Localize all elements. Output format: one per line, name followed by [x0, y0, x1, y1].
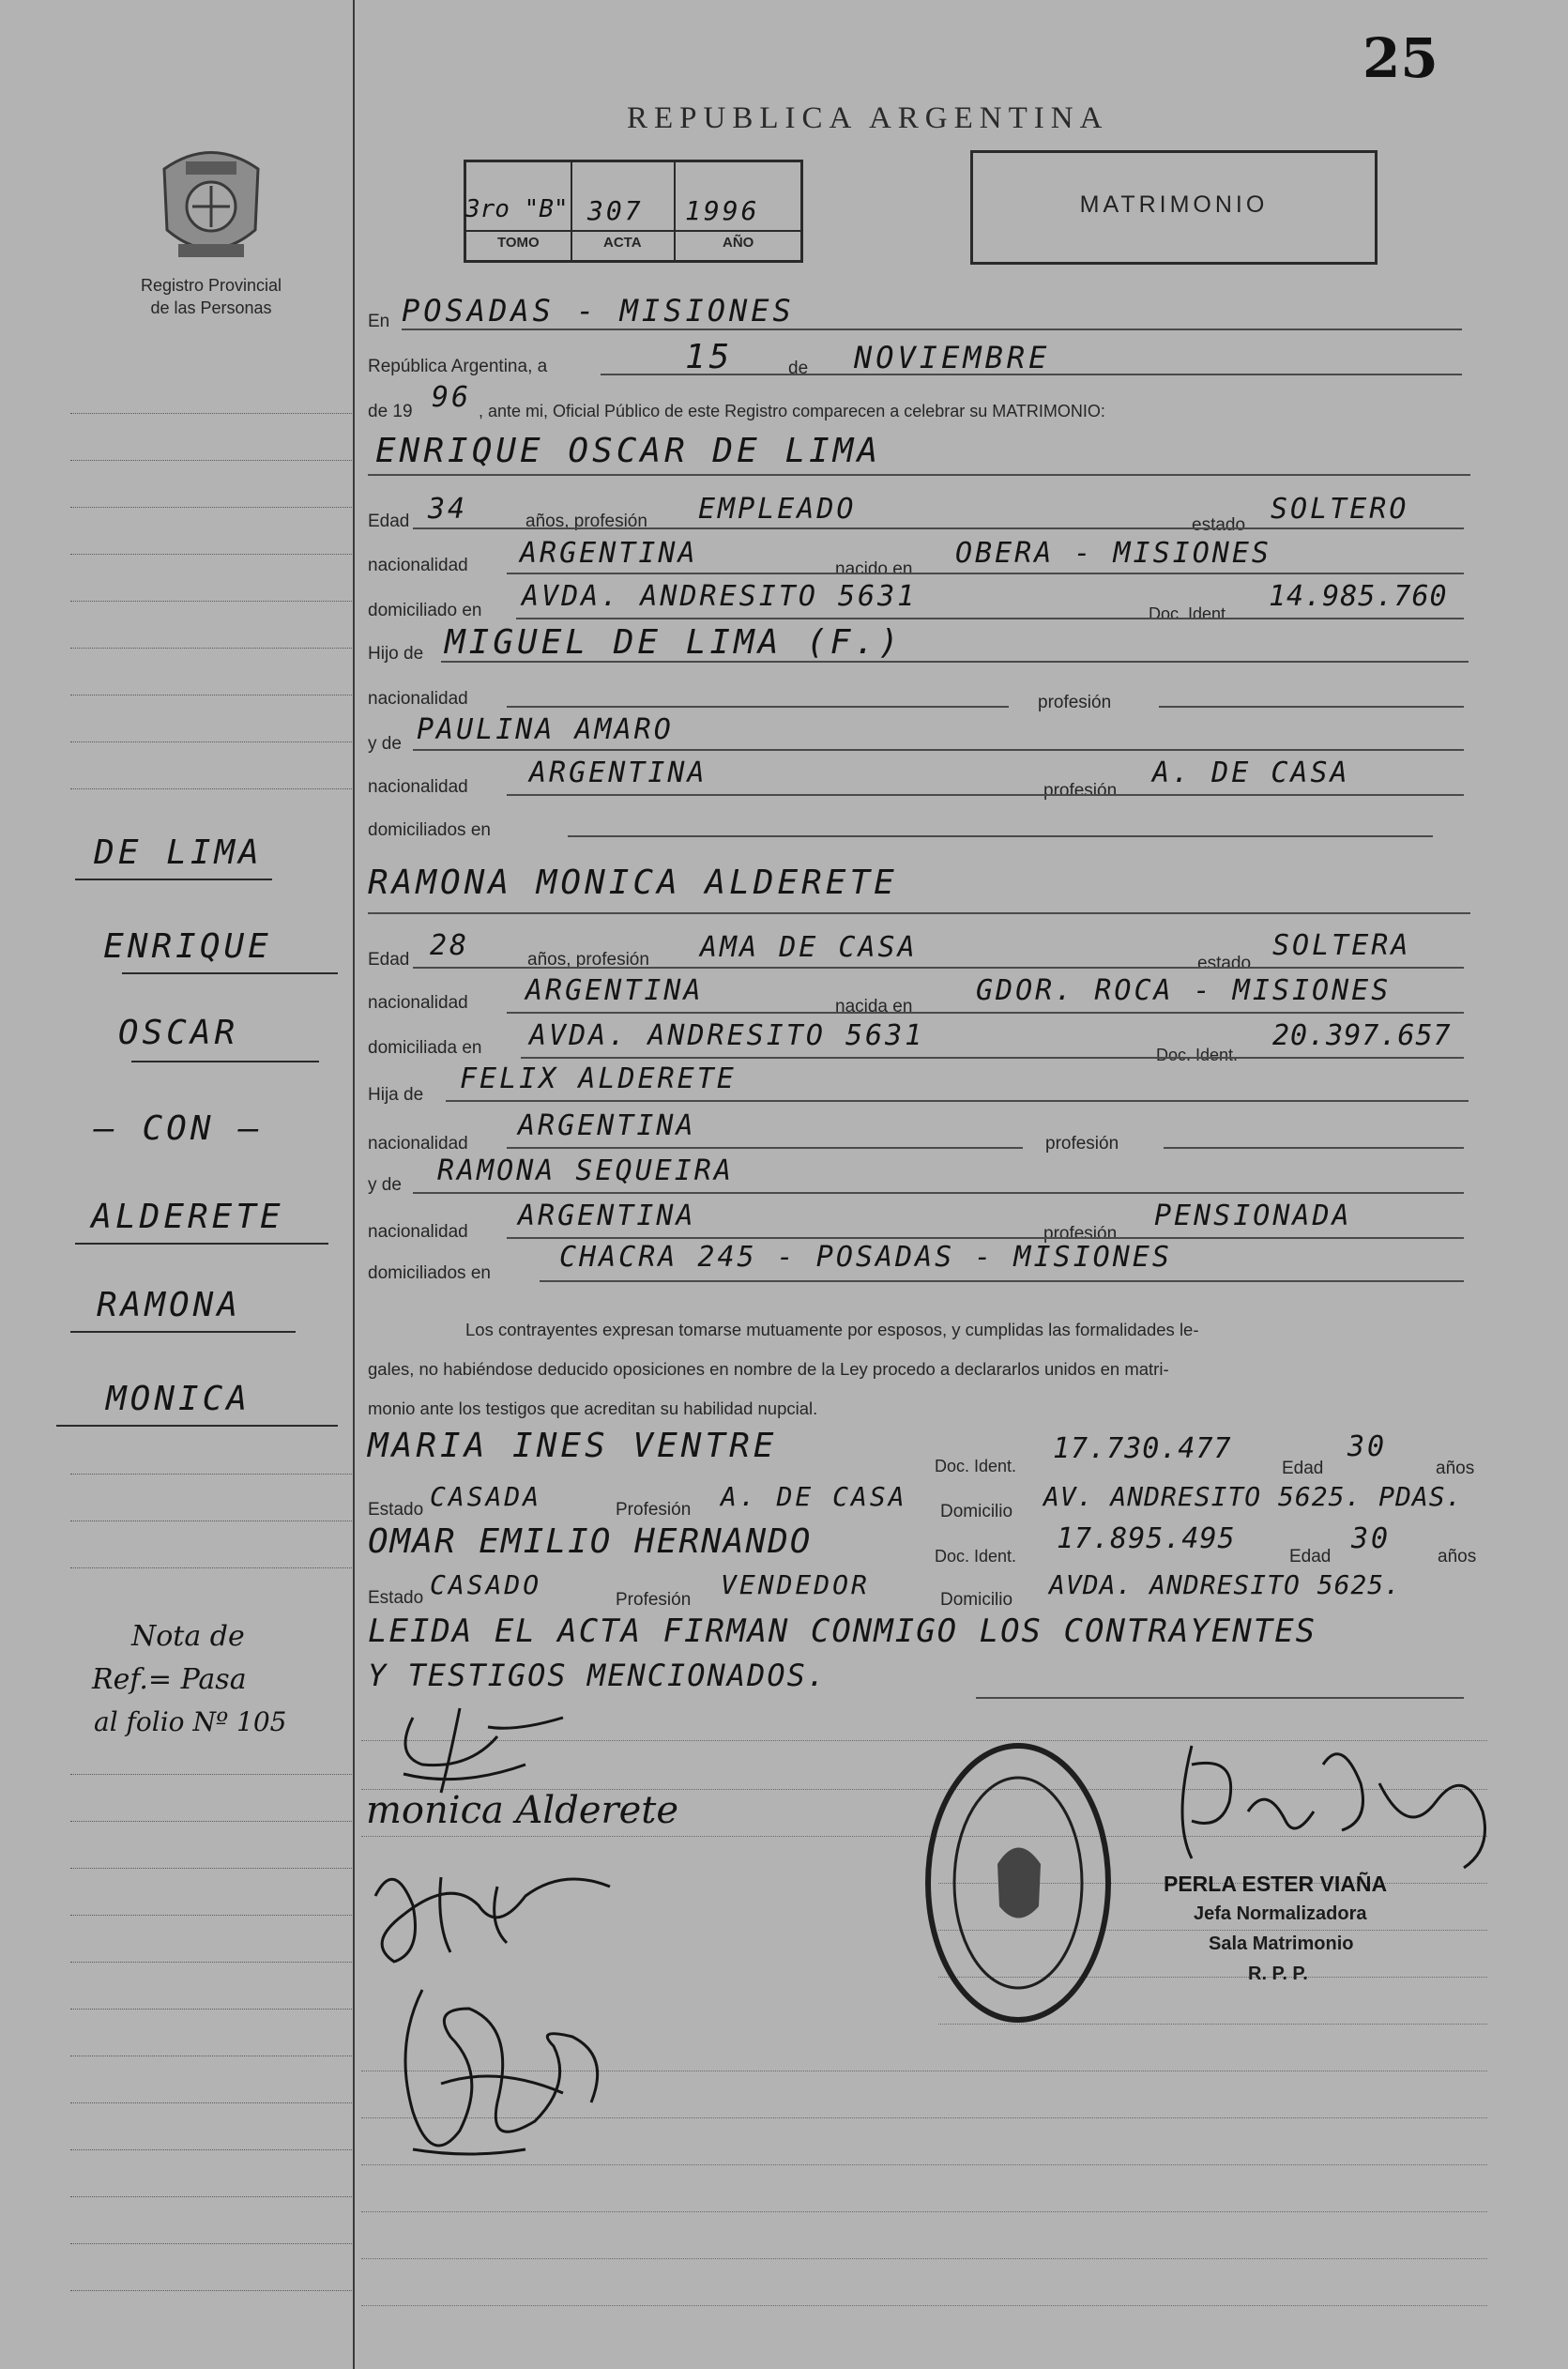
witness2-domicilio: AVDA. ANDRESITO 5625. [1049, 1569, 1402, 1600]
witness1-name: MARIA INES VENTRE [368, 1427, 778, 1465]
bride-estado: SOLTERA [1272, 929, 1411, 962]
witness2-anos-label: años [1438, 1547, 1477, 1567]
witness2-estado: CASADO [430, 1569, 542, 1600]
groom-domicilio: AVDA. ANDRESITO 5631 [522, 580, 918, 613]
margin-con: — CON — [94, 1109, 263, 1148]
ref-label-rule [464, 230, 800, 232]
witness2-profesion: VENDEDOR [721, 1569, 870, 1600]
acta-value: 307 [587, 195, 644, 226]
margin-name-second: OSCAR [117, 1014, 239, 1052]
tomo-label: TOMO [497, 235, 540, 251]
groom-doc: 14.985.760 [1269, 580, 1448, 613]
witness1-anos-label: años [1436, 1459, 1475, 1478]
act-type-label: MATRIMONIO [1079, 191, 1269, 218]
bride-madre-prof-label: profesión [1043, 1224, 1118, 1244]
acta-label: ACTA [603, 235, 642, 251]
bride-nacida-label: nacida en [835, 997, 913, 1016]
witness1-estado: CASADA [430, 1481, 542, 1512]
witness1-doc: 17.730.477 [1053, 1432, 1232, 1465]
groom-estado-label: estado [1192, 515, 1246, 535]
margin-bride-first: RAMONA [96, 1286, 242, 1324]
bride-padre: FELIX ALDERETE [460, 1062, 737, 1095]
witness1-doc-label: Doc. Ident. [935, 1457, 1017, 1475]
rep-label: República Argentina, a [368, 357, 548, 376]
registry-line-2: de las Personas [150, 298, 272, 317]
groom-hijo-label: Hijo de [368, 644, 424, 664]
bride-nacionalidad: ARGENTINA [525, 974, 704, 1007]
bride-madre-nac: ARGENTINA [518, 1200, 696, 1232]
bride-signature: monica Alderete [366, 1789, 679, 1832]
bride-padre-nac: ARGENTINA [518, 1109, 696, 1142]
margin-name-first: ENRIQUE [103, 927, 272, 966]
groom-signature [385, 1699, 591, 1802]
registry-line-1: Registro Provincial [140, 276, 282, 295]
page-number: 25 [1362, 26, 1439, 90]
bride-domicilio: AVDA. ANDRESITO 5631 [529, 1019, 925, 1052]
declaration-line-2: gales, no habiéndose deducido oposiciones en nombre de la Ley procedo a declararlos unidos en matri- [368, 1359, 1169, 1379]
bride-doc-label: Doc. Ident. [1156, 1046, 1239, 1064]
official-title: Jefa Normalizadora [1194, 1903, 1367, 1924]
tomo-value: 3ro "B" [465, 195, 569, 223]
groom-estado: SOLTERO [1271, 493, 1409, 526]
groom-padre: MIGUEL DE LIMA (F.) [445, 623, 903, 662]
bride-edad-label: Edad [368, 950, 410, 970]
witness1-estado-label: Estado [368, 1500, 424, 1520]
official-org: R. P. P. [1248, 1964, 1308, 1984]
bride-edad: 28 [430, 929, 470, 962]
declaration-line-1: Los contrayentes expresan tomarse mutuamente por esposos, y cumplidas las formalidades le- [465, 1320, 1199, 1339]
year-prefix: de 19 [368, 402, 413, 421]
bride-padres-dom-label: domiciliados en [368, 1263, 491, 1283]
margin-note-3: al folio Nº 105 [94, 1706, 287, 1737]
margin-bride-surname: ALDERETE [91, 1198, 284, 1236]
groom-madre-prof-label: profesión [1043, 781, 1118, 801]
witness2-doc: 17.895.495 [1057, 1522, 1236, 1555]
witness2-edad-label: Edad [1289, 1547, 1332, 1567]
groom-padre-prof-label: profesión [1038, 693, 1112, 712]
groom-dom-label: domiciliado en [368, 601, 482, 620]
witness1-prof-label: Profesión [616, 1500, 692, 1520]
en-label: En [368, 312, 390, 331]
witness2-dom-label: Domicilio [940, 1590, 1013, 1610]
witness2-edad: 30 [1351, 1522, 1392, 1555]
coat-of-arms-icon [150, 141, 272, 267]
witness2-estado-label: Estado [368, 1588, 424, 1608]
groom-nacido: OBERA - MISIONES [955, 537, 1271, 570]
groom-doc-label: Doc. Ident. [1149, 604, 1231, 623]
groom-nacido-label: nacido en [835, 559, 913, 579]
official-signature [1154, 1727, 1511, 1877]
intro-sentence: , ante mi, Oficial Público de este Registro comparecen a celebrar su MATRIMONIO: [479, 402, 1105, 420]
bride-madre: RAMONA SEQUEIRA [437, 1154, 734, 1187]
margin-bride-second: MONICA [105, 1380, 251, 1418]
groom-madre-nac-label: nacionalidad [368, 777, 468, 797]
margin-name-surname: DE LIMA [94, 833, 263, 872]
groom-nac-label: nacionalidad [368, 556, 468, 575]
witness1-domicilio: AV. ANDRESITO 5625. PDAS. [1043, 1481, 1463, 1512]
bride-nacida: GDOR. ROCA - MISIONES [976, 974, 1392, 1007]
bride-nac-label: nacionalidad [368, 993, 468, 1013]
bride-padre-nac-label: nacionalidad [368, 1134, 468, 1154]
witness1-edad: 30 [1347, 1430, 1388, 1463]
bride-padres-dom: CHACRA 245 - POSADAS - MISIONES [559, 1241, 1172, 1274]
official-dept: Sala Matrimonio [1209, 1933, 1354, 1954]
witness1-signature [357, 1840, 638, 1971]
witness1-dom-label: Domicilio [940, 1502, 1013, 1521]
day-value: 15 [685, 338, 734, 376]
bride-name: RAMONA MONICA ALDERETE [368, 864, 898, 902]
witness1-profesion: A. DE CASA [721, 1481, 907, 1512]
groom-nacionalidad: ARGENTINA [520, 537, 698, 570]
bride-hija-label: Hija de [368, 1085, 424, 1105]
witness2-signature [385, 1971, 629, 2178]
groom-name: ENRIQUE OSCAR DE LIMA [375, 432, 882, 470]
witness2-doc-label: Doc. Ident. [935, 1547, 1017, 1566]
margin-note-2: Ref.= Pasa [92, 1663, 247, 1696]
declaration-line-3: monio ante los testigos que acreditan su habilidad nupcial. [368, 1398, 818, 1418]
groom-anos-label: años, profesión [525, 512, 647, 531]
ano-label: AÑO [723, 235, 754, 251]
bride-madre-prof: PENSIONADA [1154, 1200, 1352, 1232]
groom-profesion: EMPLEADO [698, 493, 857, 526]
ref-divider-2 [674, 160, 676, 260]
bride-estado-label: estado [1197, 954, 1252, 973]
witness1-edad-label: Edad [1282, 1459, 1324, 1478]
groom-y-de-label: y de [368, 734, 402, 754]
closing-line-1: LEIDA EL ACTA FIRMAN CONMIGO LOS CONTRAYENTES [368, 1612, 1317, 1650]
year-suffix: 96 [432, 381, 472, 414]
witness2-prof-label: Profesión [616, 1590, 692, 1610]
official-seal-icon [924, 1742, 1112, 2024]
bride-y-de-label: y de [368, 1175, 402, 1195]
bride-profesion: AMA DE CASA [700, 931, 918, 964]
ref-divider-1 [571, 160, 572, 260]
bride-dom-label: domiciliada en [368, 1038, 482, 1058]
country-title: REPUBLICA ARGENTINA [627, 101, 1109, 135]
month-value: NOVIEMBRE [854, 340, 1051, 375]
margin-note-1: Nota de [131, 1620, 245, 1653]
witness2-name: OMAR EMILIO HERNANDO [368, 1522, 813, 1561]
margin-separator [353, 0, 355, 2369]
groom-madre-nac: ARGENTINA [529, 757, 708, 789]
bride-madre-nac-label: nacionalidad [368, 1222, 468, 1242]
groom-padre-nac-label: nacionalidad [368, 689, 468, 709]
place-value: POSADAS - MISIONES [402, 293, 795, 329]
bride-doc: 20.397.657 [1272, 1019, 1452, 1052]
groom-padres-dom-label: domiciliados en [368, 820, 491, 840]
closing-line-2: Y TESTIGOS MENCIONADOS. [368, 1658, 828, 1693]
ano-value: 1996 [685, 195, 760, 226]
groom-edad: 34 [428, 493, 468, 526]
groom-edad-label: Edad [368, 512, 410, 531]
official-name: PERLA ESTER VIAÑA [1164, 1872, 1388, 1896]
bride-anos-label: años, profesión [527, 950, 649, 970]
groom-madre-prof: A. DE CASA [1152, 757, 1350, 789]
groom-madre: PAULINA AMARO [417, 713, 674, 746]
de-label: de [788, 359, 809, 378]
bride-padre-prof-label: profesión [1045, 1134, 1119, 1154]
